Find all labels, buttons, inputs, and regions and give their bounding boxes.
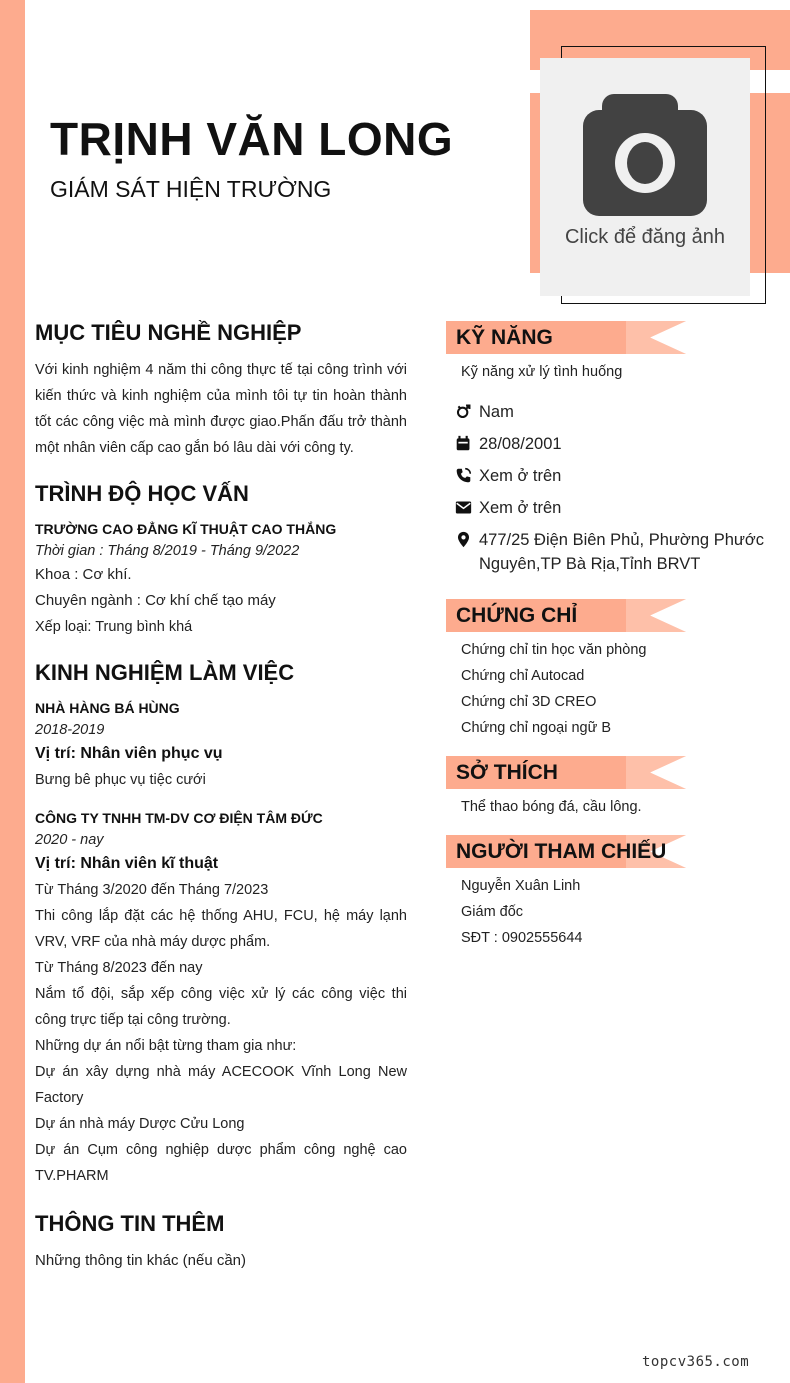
job-line: Dự án nhà máy Dược Cửu Long — [35, 1116, 245, 1132]
email-icon — [455, 499, 472, 516]
job-company: NHÀ HÀNG BÁ HÙNG — [35, 700, 180, 716]
phone-icon — [455, 467, 472, 484]
job-line: Dự án xây dựng nhà máy ACECOOK Vĩnh Long New Factory — [35, 1064, 407, 1106]
camera-icon — [582, 92, 708, 216]
job-entry — [35, 807, 407, 1189]
job-title: GIÁM SÁT HIỆN TRƯỜNG — [50, 176, 332, 202]
photo-upload-label: Click để đăng ảnh — [564, 226, 726, 248]
reference-item: Giám đốc — [461, 904, 524, 920]
birthday-value: 28/08/2001 — [479, 435, 562, 453]
experience-title: KINH NGHIỆM LÀM VIỆC — [35, 660, 295, 685]
certificates-title: CHỨNG CHỈ — [456, 604, 578, 627]
skills-title: KỸ NĂNG — [456, 326, 553, 349]
certificates-ribbon — [446, 599, 686, 632]
hobby-item: Thể thao bóng đá, cầu lông. — [461, 799, 642, 815]
job-position: Vị trí: Nhân viên phục vụ — [35, 745, 223, 762]
education-major: Chuyên ngành : Cơ khí chế tạo máy — [35, 592, 276, 609]
additional-text: Những thông tin khác (nếu cần) — [35, 1252, 247, 1269]
job-line: Nắm tổ đội, sắp xếp công việc xử lý các công việc thi công trực tiếp tại công trường. — [35, 986, 407, 1028]
education-faculty: Khoa : Cơ khí. — [35, 566, 132, 583]
certificate-item: Chứng chỉ Autocad — [461, 668, 585, 684]
additional-title: THÔNG TIN THÊM — [35, 1211, 225, 1236]
job-entry — [35, 697, 407, 793]
hobbies-title: SỞ THÍCH — [456, 761, 558, 784]
job-company: CÔNG TY TNHH TM-DV CƠ ĐIỆN TÂM ĐỨC — [35, 810, 323, 826]
job-line: Những dự án nổi bật từng tham gia như: — [35, 1038, 297, 1054]
education-rank: Xếp loại: Trung bình khá — [35, 619, 193, 635]
references-title: NGƯỜI THAM CHIẾU — [456, 840, 667, 863]
footer-brand: topcv365.com — [642, 1354, 750, 1370]
skill-item: Kỹ năng xử lý tình huống — [461, 364, 623, 380]
calendar-icon — [455, 435, 472, 452]
job-line: Từ Tháng 3/2020 đến Tháng 7/2023 — [35, 882, 269, 898]
job-line: Thi công lắp đặt các hệ thống AHU, FCU, hệ máy lạnh VRV, VRF của nhà máy dược phẩm. — [35, 908, 407, 950]
education-school: TRƯỜNG CAO ĐẲNG KĨ THUẬT CAO THẮNG — [35, 521, 337, 537]
candidate-name: TRỊNH VĂN LONG — [50, 113, 454, 165]
education-time: Thời gian : Tháng 8/2019 - Tháng 9/2022 — [35, 543, 300, 559]
email-value: Xem ở trên — [479, 499, 562, 517]
reference-item: SĐT : 0902555644 — [461, 930, 583, 946]
job-period: 2020 - nay — [35, 832, 104, 848]
job-line: Từ Tháng 8/2023 đến nay — [35, 960, 203, 976]
gender-icon — [455, 403, 472, 420]
job-position: Vị trí: Nhân viên kĩ thuật — [35, 855, 219, 872]
certificate-item: Chứng chỉ 3D CREO — [461, 694, 597, 710]
job-line: Bưng bê phục vụ tiệc cưới — [35, 772, 206, 788]
skills-ribbon — [446, 321, 686, 354]
job-line: Dự án Cụm công nghiệp dược phẩm công nghệ cao TV.PHARM — [35, 1142, 407, 1184]
education-title: TRÌNH ĐỘ HỌC VẤN — [35, 481, 249, 506]
objective-title: MỤC TIÊU NGHỀ NGHIỆP — [35, 320, 302, 345]
address-value: 477/25 Điện Biên Phủ, Phường Phước Nguyên,TP Bà Rịa,Tỉnh BRVT — [479, 531, 764, 573]
certificate-item: Chứng chỉ tin học văn phòng — [461, 642, 647, 658]
hobbies-ribbon — [446, 756, 686, 789]
left-column — [35, 318, 407, 1274]
gender-value: Nam — [479, 403, 514, 421]
objective-text: Với kinh nghiệm 4 năm thi công thực tế tại công trình với kiến thức và kinh nghiệm của mình tôi tự tin hoàn thành tốt các công việc mà mình được giao.Phấn đấu trở thành một nhân viên cấp cao gắn bó lâu dài với công ty. — [35, 362, 407, 456]
photo-upload[interactable] — [540, 58, 750, 296]
reference-item: Nguyễn Xuân Linh — [461, 878, 581, 894]
phone-value: Xem ở trên — [479, 467, 562, 485]
left-accent-bar — [0, 0, 25, 1383]
job-period: 2018-2019 — [35, 722, 105, 738]
references-ribbon — [446, 835, 686, 868]
location-pin-icon — [455, 531, 472, 548]
certificate-item: Chứng chỉ ngoại ngữ B — [461, 720, 612, 736]
